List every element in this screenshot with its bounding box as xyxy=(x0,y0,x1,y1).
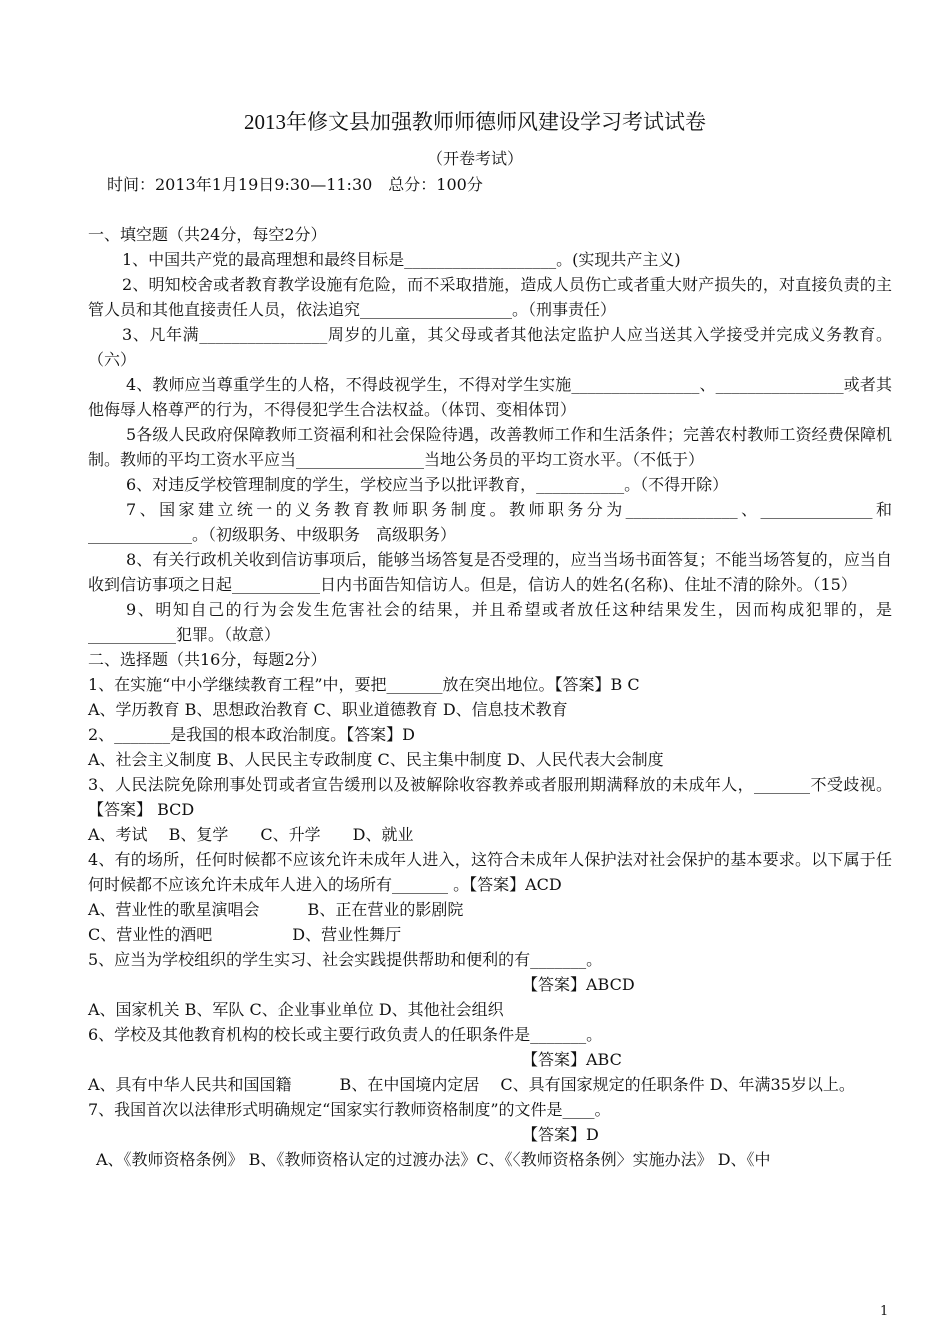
exam-title: 2013年修文县加强教师师德师风建设学习考试试卷 xyxy=(244,110,706,134)
choice-options-1: A、学历教育 B、思想政治教育 C、职业道德教育 D、信息技术教育 xyxy=(88,700,568,719)
exam-body xyxy=(88,222,892,1172)
choice-options-4b: C、营业性的酒吧 D、营业性舞厅 xyxy=(88,925,402,944)
fill-question-2: 2、明知校舍或者教育教学设施有危险，而不采取措施，造成人员伤亡或者重大财产损失的，对直接负责的主管人员和其他直接责任人员，依法追究___________________。（刑事责任） xyxy=(88,275,892,319)
fill-question-6: 6、对违反学校管理制度的学生，学校应当予以批评教育，___________。（不得开除） xyxy=(126,475,729,494)
choice-question-3: 3、人民法院免除刑事处罚或者宣告缓刑以及被解除收容教养或者服刑期满释放的未成年人，_______不受歧视。【答案】 BCD xyxy=(88,775,892,819)
choice-question-7: 7、我国首次以法律形式明确规定“国家实行教师资格制度”的文件是____。 xyxy=(88,1100,611,1119)
choice-options-2: A、社会主义制度 B、人民民主专政制度 C、民主集中制度 D、人民代表大会制度 xyxy=(88,750,664,769)
choice-options-3: A、考试 B、复学 C、升学 D、就业 xyxy=(88,825,414,844)
section-heading-choice: 二、选择题（共16分，每题2分） xyxy=(88,650,327,669)
choice-answer-7: 【答案】D xyxy=(522,1125,599,1144)
choice-question-5: 5、应当为学校组织的学生实习、社会实践提供帮助和便利的有_______。 xyxy=(88,950,603,969)
fill-question-9: 9、明知自己的行为会发生危害社会的结果，并且希望或者放任这种结果发生，因而构成犯罪的，是___________犯罪。（故意） xyxy=(88,600,892,644)
fill-question-7: 7、国家建立统一的义务教育教师职务制度。教师职务分为______________、______________和_____________。（初级职务、中级职务 高级职务） xyxy=(88,500,892,544)
section-heading-fill-in: 一、填空题（共24分，每空2分） xyxy=(88,225,327,244)
fill-question-4: 4、教师应当尊重学生的人格，不得歧视学生，不得对学生实施________________、________________或者其他侮辱人格尊严的行为，不得侵犯学生合法权益。（体罚、变相体罚） xyxy=(88,375,892,419)
choice-options-7: A、《教师资格条例》 B、《教师资格认定的过渡办法》C、《〈教师资格条例〉实施办法》 D、《中 xyxy=(96,1150,771,1169)
choice-answer-5: 【答案】ABCD xyxy=(522,975,635,994)
fill-question-8: 8、有关行政机关收到信访事项后，能够当场答复是否受理的，应当当场书面答复；不能当场答复的，应当自收到信访事项之日起___________日内书面告知信访人。但是，信访人的姓名(名称)、住址不清的除外。（15） xyxy=(88,550,892,594)
choice-options-4a: A、营业性的歌星演唱会 B、正在营业的影剧院 xyxy=(88,900,464,919)
fill-question-1: 1、中国共产党的最高理想和最终目标是___________________。(实现共产主义) xyxy=(122,250,681,269)
fill-question-3: 3、凡年满________________周岁的儿童，其父母或者其他法定监护人应当送其入学接受并完成义务教育。（六） xyxy=(88,325,892,369)
fill-question-5: 5各级人民政府保障教师工资福利和社会保险待遇，改善教师工作和生活条件；完善农村教师工资经费保障机制。教师的平均工资水平应当________________当地公务员的平均工资水平。（不低于） xyxy=(88,425,892,469)
page-number: 1 xyxy=(880,1304,889,1319)
exam-subtitle: （开卷考试） xyxy=(426,149,523,168)
exam-meta: 时间：2013年1月19日9:30—11:30 总分：100分 xyxy=(107,175,483,194)
choice-question-4: 4、有的场所，任何时候都不应该允许未成年人进入，这符合未成年人保护法对社会保护的基本要求。以下属于任何时候都不应该允许未成年人进入的场所有_______ 。【答案】ACD xyxy=(88,850,892,894)
choice-answer-6: 【答案】ABC xyxy=(522,1050,622,1069)
choice-options-6: A、具有中华人民共和国国籍 B、在中国境内定居 C、具有国家规定的任职条件 D、年满35岁以上。 xyxy=(88,1075,855,1094)
choice-question-1: 1、在实施“中小学继续教育工程”中，要把_______放在突出地位。【答案】B C xyxy=(88,675,640,694)
choice-options-5: A、国家机关 B、军队 C、企业事业单位 D、其他社会组织 xyxy=(88,1000,504,1019)
choice-question-2: 2、_______是我国的根本政治制度。【答案】D xyxy=(88,725,416,744)
choice-question-6: 6、学校及其他教育机构的校长或主要行政负责人的任职条件是_______。 xyxy=(88,1025,603,1044)
